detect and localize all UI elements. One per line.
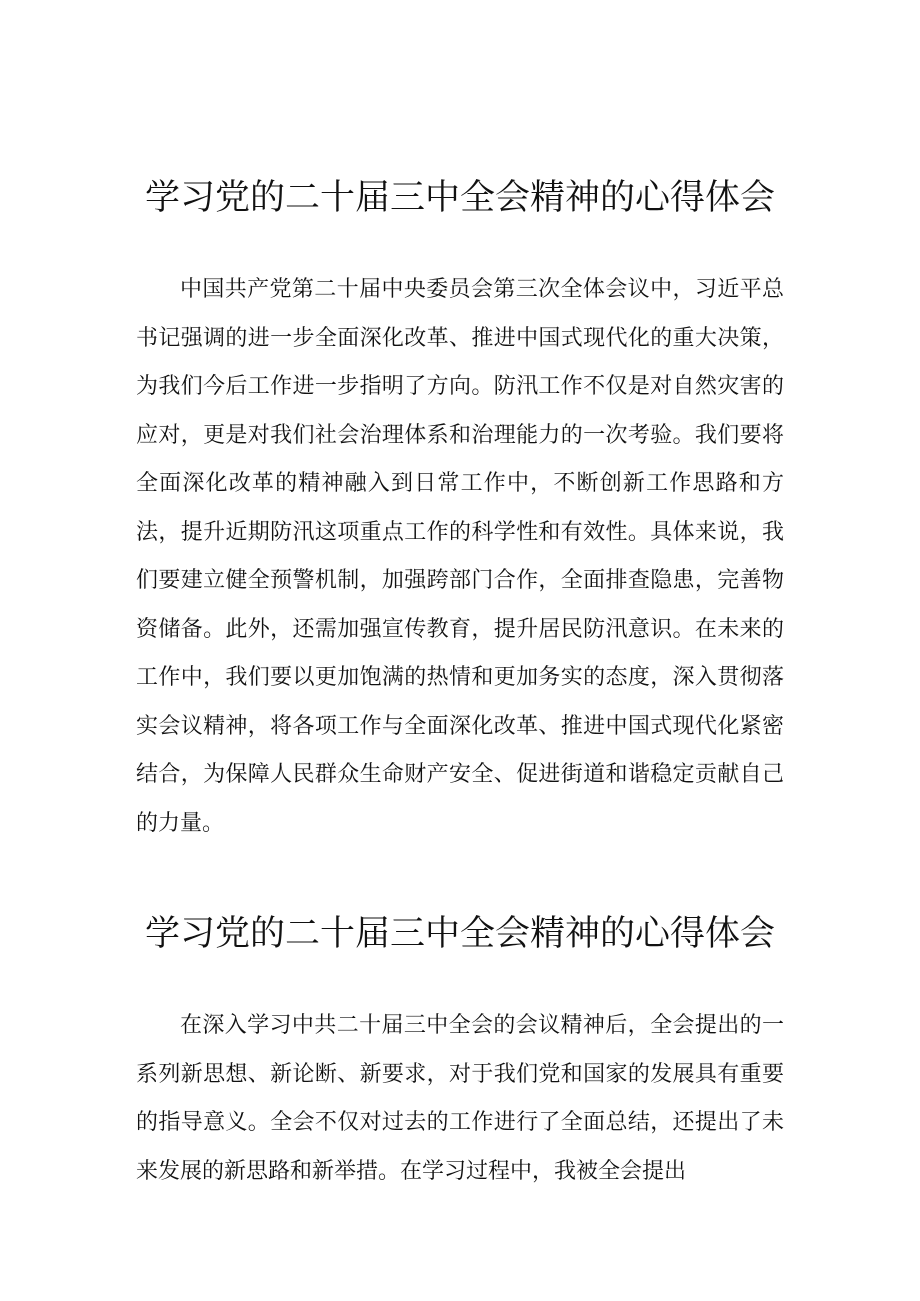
section-2-paragraph: 在深入学习中共二十届三中全会的会议精神后，全会提出的一系列新思想、新论断、新要求，对于我们党和国家的发展具有重要的指导意义。全会不仅对过去的工作进行了全面总结，还提出了未来发展的新思路和新举措。在学习过程中，我被全会提出: [136, 1013, 784, 1184]
section-1-paragraph: 中国共产党第二十届中央委员会第三次全体会议中，习近平总书记强调的进一步全面深化改革、推进中国式现代化的重大决策，为我们今后工作进一步指明了方向。防汛工作不仅是对自然灾害的应对，更是对我们社会治理体系和治理能力的一次考验。我们要将全面深化改革的精神融入到日常工作中，不断创新工作思路和方法，提升近期防汛这项重点工作的科学性和有效性。具体来说，我们要建立健全预警机制，加强跨部门合作，全面排查隐患，完善物资储备。此外，还需加强宣传教育，提升居民防汛意识。在未来的工作中，我们要以更加饱满的热情和更加务实的态度，深入贯彻落实会议精神，将各项工作与全面深化改革、推进中国式现代化紧密结合，为保障人民群众生命财产安全、促进街道和谐稳定贡献自己的力量。: [136, 277, 784, 836]
section-1-title: 学习党的二十届三中全会精神的心得体会: [144, 178, 775, 218]
section-2-title: 学习党的二十届三中全会精神的心得体会: [144, 914, 775, 954]
